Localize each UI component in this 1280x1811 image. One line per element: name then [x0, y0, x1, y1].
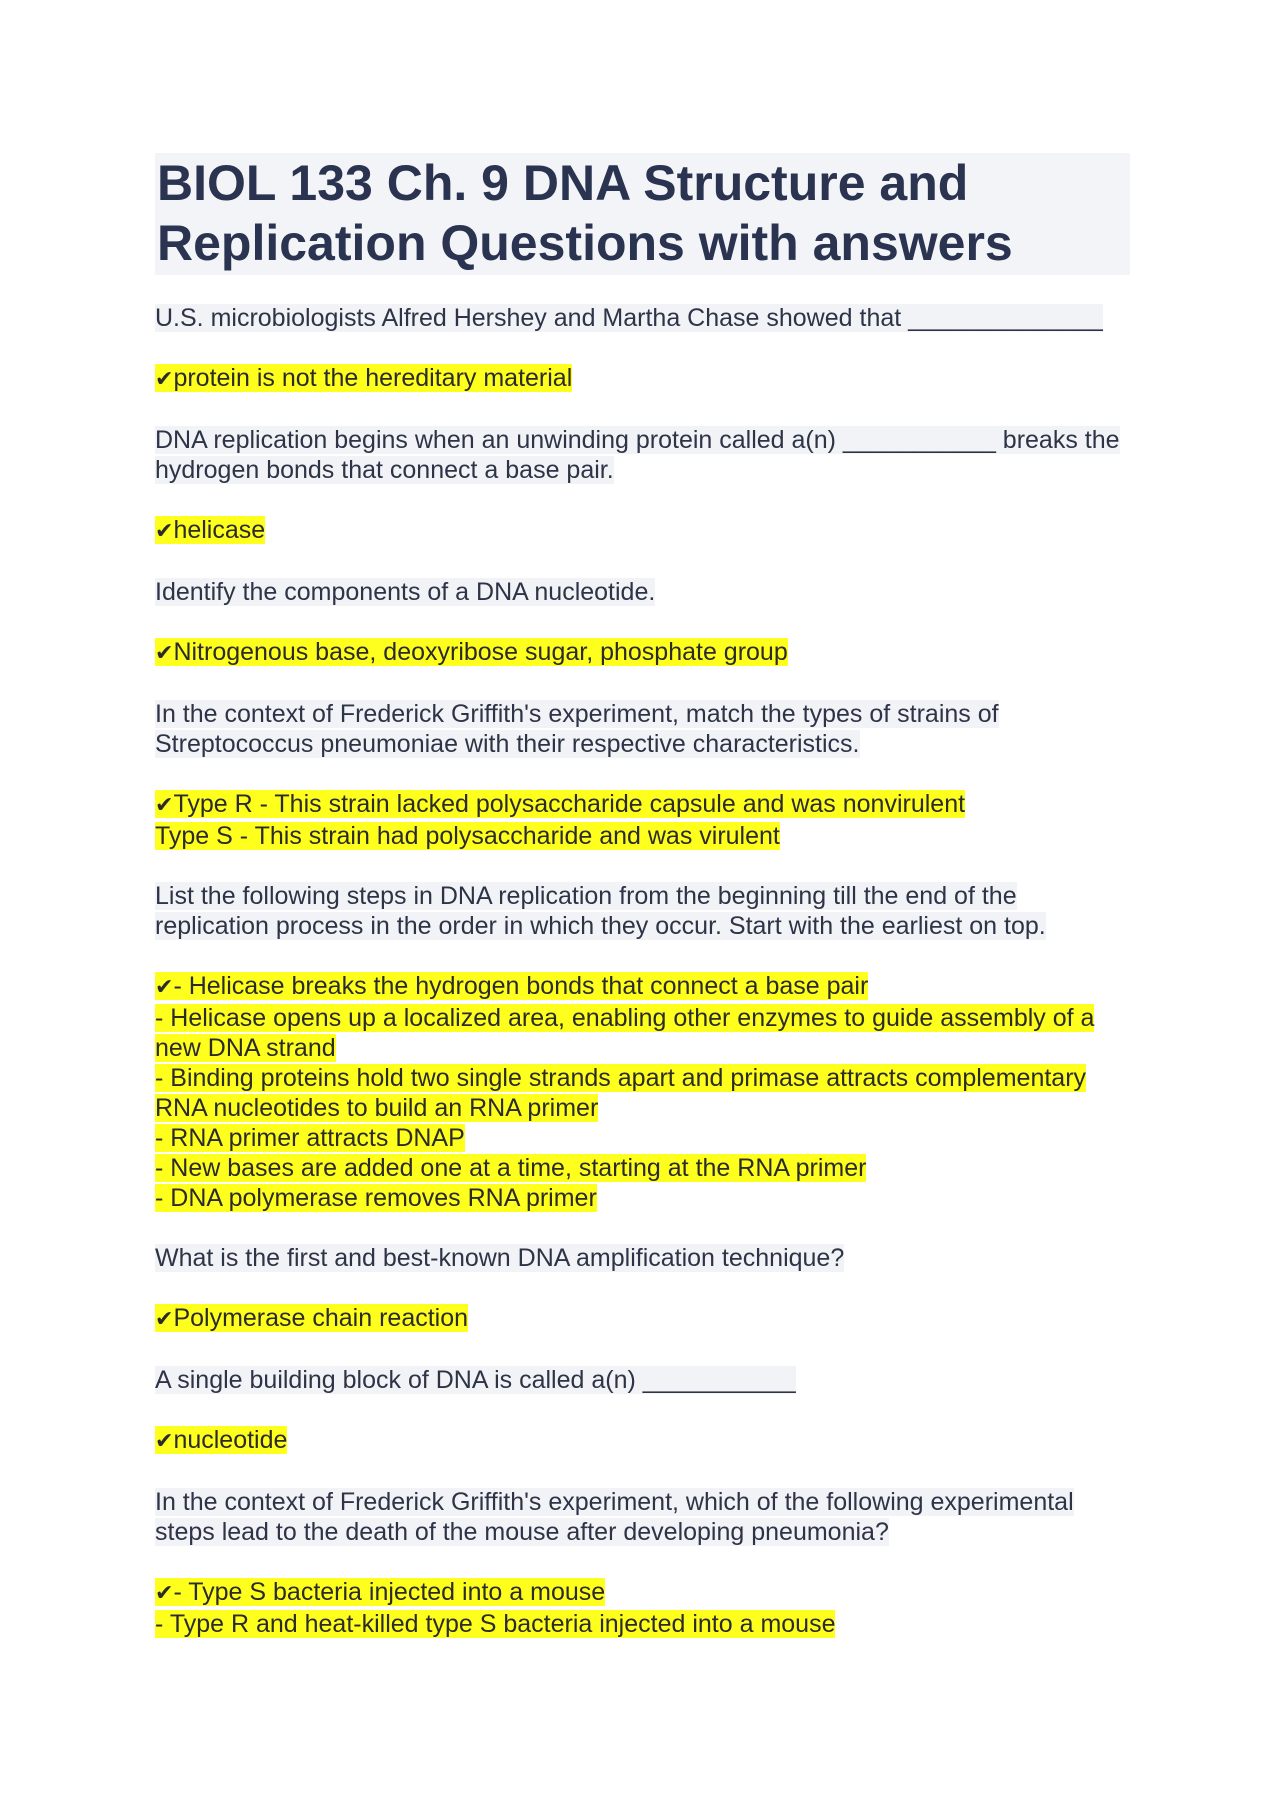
answer-highlight: [155, 1578, 605, 1606]
question-text: [155, 699, 1130, 759]
question-label: In the context of Frederick Griffith's experiment, which of the following experimental steps lead to the death of the mouse after developing pneumonia?: [155, 1488, 1074, 1546]
qa-item: [155, 1487, 1130, 1639]
question-text: [155, 881, 1130, 941]
qa-item: [155, 303, 1130, 395]
answer-highlight: [155, 1184, 597, 1212]
answer-text: Type S - This strain had polysaccharide and was virulent: [155, 822, 780, 850]
answer-line: [155, 1577, 1130, 1609]
answer-block: [155, 971, 1130, 1213]
qa-item: [155, 1243, 1130, 1335]
question-text: [155, 1487, 1130, 1547]
answer-line: [155, 1425, 1130, 1457]
qa-item: [155, 699, 1130, 851]
answer-line: [155, 1609, 1130, 1639]
answer-highlight: [155, 1124, 465, 1152]
question-label: U.S. microbiologists Alfred Hershey and Martha Chase showed that ______________: [155, 304, 1103, 332]
qa-item: [155, 1365, 1130, 1457]
question-text: [155, 303, 1130, 333]
answer-text: Type R - This strain lacked polysaccharide capsule and was nonvirulent: [173, 790, 966, 818]
answer-text: protein is not the hereditary material: [173, 364, 573, 392]
question-text: [155, 425, 1130, 485]
answer-block: [155, 1425, 1130, 1457]
answer-line: [155, 1303, 1130, 1335]
answer-highlight: [155, 1004, 1094, 1062]
answer-highlight: [155, 516, 265, 544]
answer-text: - RNA primer attracts DNAP: [155, 1124, 465, 1152]
answer-block: [155, 637, 1130, 669]
question-label: What is the first and best-known DNA amplification technique?: [155, 1244, 845, 1272]
answer-line: [155, 1123, 1130, 1153]
answer-line: [155, 637, 1130, 669]
answer-line: [155, 363, 1130, 395]
answer-text: - Type S bacteria injected into a mouse: [173, 1578, 606, 1606]
check-mark-icon: ✔: [155, 519, 174, 544]
answer-text: nucleotide: [173, 1426, 288, 1454]
answer-line: [155, 515, 1130, 547]
answer-line: [155, 821, 1130, 851]
answer-text: Nitrogenous base, deoxyribose sugar, phosphate group: [173, 638, 788, 666]
answer-text: - Binding proteins hold two single strands apart and primase attracts complementary RNA nucleotides to build an RNA primer: [155, 1064, 1087, 1122]
answer-line: [155, 789, 1130, 821]
check-mark-icon: ✔: [155, 641, 174, 666]
check-mark-icon: ✔: [155, 1429, 174, 1454]
answer-line: [155, 971, 1130, 1003]
answer-text: Polymerase chain reaction: [173, 1304, 469, 1332]
answer-text: - New bases are added one at a time, starting at the RNA primer: [155, 1154, 867, 1182]
answer-highlight: [155, 1154, 866, 1182]
answer-block: [155, 789, 1130, 851]
qa-item: [155, 577, 1130, 669]
answer-text: - Helicase breaks the hydrogen bonds that connect a base pair: [173, 972, 869, 1000]
question-text: [155, 577, 1130, 607]
check-mark-icon: ✔: [155, 793, 174, 818]
question-text: [155, 1243, 1130, 1273]
answer-text: helicase: [173, 516, 266, 544]
qa-item: [155, 881, 1130, 1213]
answer-block: [155, 363, 1130, 395]
answer-block: [155, 1303, 1130, 1335]
check-mark-icon: ✔: [155, 1307, 174, 1332]
question-label: Identify the components of a DNA nucleotide.: [155, 578, 656, 606]
question-label: List the following steps in DNA replication from the beginning till the end of the replication process in the order in which they occur. Start with the earliest on top.: [155, 882, 1046, 940]
question-label: DNA replication begins when an unwinding protein called a(n) ___________ breaks the hydrogen bonds that connect a base pair.: [155, 426, 1120, 484]
page-title: BIOL 133 Ch. 9 DNA Structure and Replication Questions with answers: [157, 155, 1013, 271]
answer-line: [155, 1003, 1130, 1063]
answer-highlight: [155, 1304, 468, 1332]
answer-text: - Type R and heat-killed type S bacteria injected into a mouse: [155, 1610, 836, 1638]
check-mark-icon: ✔: [155, 975, 174, 1000]
answer-block: [155, 1577, 1130, 1639]
answer-block: [155, 515, 1130, 547]
answer-highlight: [155, 972, 868, 1000]
answer-highlight: [155, 1064, 1086, 1122]
check-mark-icon: ✔: [155, 1581, 174, 1606]
check-mark-icon: ✔: [155, 367, 174, 392]
answer-highlight: [155, 790, 965, 818]
qa-item: [155, 425, 1130, 547]
answer-highlight: [155, 1610, 835, 1638]
answer-highlight: [155, 364, 572, 392]
answer-highlight: [155, 822, 780, 850]
document-page: [155, 153, 1130, 1669]
answer-line: [155, 1063, 1130, 1123]
title-block: [155, 153, 1130, 275]
answer-line: [155, 1183, 1130, 1213]
answer-line: [155, 1153, 1130, 1183]
qa-list: [155, 303, 1130, 1639]
answer-text: - Helicase opens up a localized area, enabling other enzymes to guide assembly of a new DNA strand: [155, 1004, 1095, 1062]
answer-highlight: [155, 638, 788, 666]
answer-highlight: [155, 1426, 287, 1454]
answer-text: - DNA polymerase removes RNA primer: [155, 1184, 597, 1212]
question-text: [155, 1365, 1130, 1395]
question-label: In the context of Frederick Griffith's experiment, match the types of strains of Streptococcus pneumoniae with their respective characteristics.: [155, 700, 999, 758]
question-label: A single building block of DNA is called a(n) ___________: [155, 1366, 796, 1394]
